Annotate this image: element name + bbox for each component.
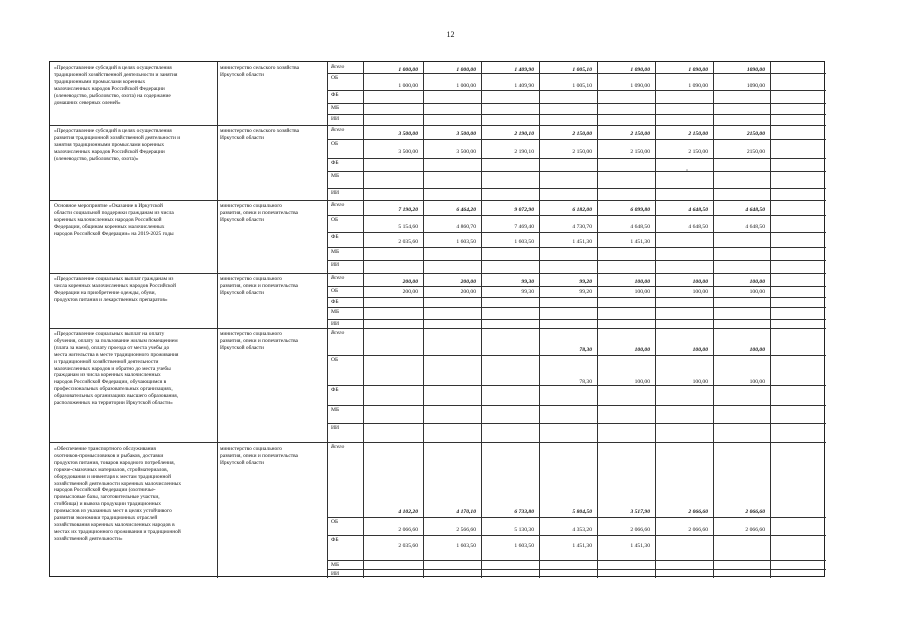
executor-line: министерство социального [220, 331, 282, 337]
measure-description-line: занятия традиционными промыслами коренных [54, 141, 165, 148]
total-value: 2 066,60 [688, 509, 708, 515]
ob-value: 4 730,70 [572, 224, 592, 230]
ob-value: 2 150,00 [572, 149, 592, 155]
subrow-divider [327, 307, 826, 308]
total-value: 6 099,80 [630, 207, 650, 213]
funding-source-code-ob: ОБ [331, 217, 339, 223]
funding-source-code-mb: МБ [331, 249, 340, 255]
column-divider [217, 62, 218, 578]
executor-line: Иркутской области [220, 134, 264, 141]
measure-description-line: малочисленных народов Российской Федерации [54, 148, 165, 155]
fb-value: 1 451,30 [572, 543, 592, 549]
measure-description-line: малочисленных народов и обратно до места учебы [54, 365, 171, 372]
measure-description-line: малочисленных народов Российской Федерации [54, 85, 165, 92]
executor-line: развития, опеки и попечительства [220, 209, 298, 216]
ob-value: 99,30 [521, 289, 534, 295]
total-value: 100,00 [692, 279, 708, 285]
measure-description-line: хозяйственной деятельности коренных малочисленных [54, 480, 182, 487]
measure-description-line: хозяйствования коренных малочисленных народов в [54, 521, 175, 528]
fb-value: 1 451,30 [630, 239, 650, 245]
ob-value: 5 154,60 [398, 224, 418, 230]
ob-value: 4 860,70 [456, 224, 476, 230]
section-divider [50, 442, 826, 443]
funding-source-code-ob: ОБ [331, 75, 339, 81]
total-value: 99,20 [579, 279, 592, 285]
funding-source-code-fb: ФБ [331, 160, 339, 166]
ob-value: 1 090,00 [630, 83, 650, 89]
measure-description-line: расположенных на территории Иркутской области» [54, 400, 173, 406]
measure-description-line: продуктов питания, товаров народного потребления, [54, 459, 175, 466]
subrow-divider [327, 260, 826, 261]
funding-source-code-ob: ОБ [331, 357, 339, 363]
ob-value: 2 190,10 [514, 149, 534, 155]
measure-description-line: числа коренных малочисленных народов Российской [54, 282, 176, 289]
funding-source-code-total: Всего [331, 275, 345, 281]
measure-description-line: продуктов питания и лекарственных препаратов» [54, 296, 168, 303]
subrow-divider [327, 535, 826, 536]
total-value: 200,00 [402, 279, 418, 285]
measure-description-line: «Предоставление субсидий в целях осуществления [54, 128, 172, 134]
subrow-divider [327, 188, 826, 189]
total-value: 4 102,20 [398, 509, 418, 515]
subrow-divider [327, 405, 826, 406]
measure-description-line: (оленеводство, рыболовство, охота) на содержание [54, 92, 171, 99]
total-value: 99,30 [521, 279, 534, 285]
total-value: 3 517,90 [630, 509, 650, 515]
measure-description-line: коренных малочисленных народов Российской [54, 216, 162, 223]
measure-description-line: горюче-смазочных материалов, стройматериалов, [54, 466, 169, 473]
ob-value: 100,00 [692, 379, 708, 385]
executor-line: министерство социального [220, 203, 282, 209]
executor-line: Иркутской области [220, 459, 264, 466]
ob-value: 1 090,00 [688, 83, 708, 89]
measure-description-line: «Предоставление социальных выплат гражданам из [54, 276, 174, 282]
executor-line: министерство сельского хозяйства [220, 128, 300, 134]
funding-source-code-fb: ФБ [331, 387, 339, 393]
funding-source-code-mb: МБ [331, 309, 340, 315]
ob-value: 2 066,60 [688, 527, 708, 533]
measure-description-line: Федерации на приобретение одежды, обуви, [54, 289, 156, 296]
executor-line: Иркутской области [220, 289, 264, 296]
funding-source-code-ob: ОБ [331, 141, 339, 147]
ob-value: 1 005,10 [572, 83, 592, 89]
total-value: 6 182,00 [572, 207, 592, 213]
total-value: 5 804,50 [572, 509, 592, 515]
ob-value: 4 353,20 [572, 527, 592, 533]
tick-mark: ˇ [686, 170, 688, 176]
funding-source-code-mb: МБ [331, 105, 340, 111]
measure-description-line: народов Российской Федерации» на 2019-2025 годы [54, 230, 174, 237]
executor-line: министерство социального [220, 276, 282, 282]
funding-source-code-fb: ФБ [331, 234, 339, 240]
total-value: 1 000,00 [456, 67, 476, 73]
subrow-divider [327, 215, 826, 216]
ob-value: 3 500,00 [398, 149, 418, 155]
funding-source-code-fb: ФБ [331, 537, 339, 543]
funding-source-code-ii: ИИ [331, 262, 340, 268]
ob-value: 100,00 [692, 289, 708, 295]
subrow-divider [327, 139, 826, 140]
measure-description-line: обучения, оплату за пользование жилым помещением [54, 337, 178, 344]
measure-description-line: традиционной хозяйственной деятельности и занятия [54, 71, 178, 78]
funding-source-code-ii: ИИ [331, 571, 340, 577]
ob-value: 2 066,60 [398, 527, 418, 533]
total-value: 100,00 [634, 347, 650, 353]
funding-source-code-total: Всего [331, 64, 345, 70]
funding-source-code-total: Всего [331, 444, 345, 450]
total-value: 3 500,00 [398, 131, 418, 137]
executor-line: развития, опеки и попечительства [220, 282, 298, 289]
total-value: 9 072,90 [514, 207, 534, 213]
measure-description-line: Федерации, общинам коренных малочисленных [54, 223, 165, 230]
budget-table [49, 61, 825, 577]
fb-value: 2 035,60 [398, 239, 418, 245]
ob-value: 1090,00 [746, 83, 765, 89]
total-value: 4 170,10 [456, 509, 476, 515]
measure-description-line: области социальной поддержки гражданам из числа [54, 209, 174, 216]
ob-value: 100,00 [634, 379, 650, 385]
ob-value: 4 648,50 [630, 224, 650, 230]
subrow-divider [327, 286, 826, 287]
subrow-divider [327, 232, 826, 233]
measure-description-line: «Обеспечение транспортного обслуживания [54, 446, 156, 452]
total-value: 2 190,10 [514, 131, 534, 137]
funding-source-code-ob: ОБ [331, 519, 339, 525]
total-value: 4 648,50 [688, 207, 708, 213]
total-value: 2150,00 [746, 131, 765, 137]
subrow-divider [327, 517, 826, 518]
subrow-divider [327, 171, 826, 172]
ob-value: 1 409,90 [514, 83, 534, 89]
measure-description-line: стойбища) и вывоза продукции традиционных [54, 501, 161, 508]
ob-value: 4 648,50 [688, 224, 708, 230]
funding-source-code-total: Всего [331, 202, 345, 208]
section-divider [50, 200, 826, 201]
measure-description-line: традиционными промыслами коренных [54, 78, 146, 85]
ob-value: 2 150,00 [688, 149, 708, 155]
total-value: 1 090,00 [688, 67, 708, 73]
total-value: 1 090,00 [630, 67, 650, 73]
executor-line: министерство социального [220, 446, 282, 452]
measure-description-line: Основное мероприятие «Оказание в Иркутской [54, 203, 163, 209]
measure-description-line: образовательных организациях высшего образования, [54, 393, 179, 400]
ob-value: 4 648,50 [745, 224, 765, 230]
measure-description-line: промысловые базы, заготовительные участки, [54, 494, 160, 501]
funding-source-code-ob: ОБ [331, 288, 339, 294]
total-value: 200,00 [460, 279, 476, 285]
measure-description-line: промыслов из указанных мест в целях устойчивого [54, 508, 172, 515]
fb-value: 1 451,30 [630, 543, 650, 549]
total-value: 2 066,60 [745, 509, 765, 515]
executor-line: развития, опеки и попечительства [220, 337, 298, 344]
subrow-divider [327, 385, 826, 386]
ob-value: 2 566,60 [456, 527, 476, 533]
total-value: 100,00 [692, 347, 708, 353]
fb-value: 1 603,50 [514, 543, 534, 549]
subrow-divider [327, 560, 826, 561]
total-value: 1090,00 [746, 67, 765, 73]
subrow-divider [327, 158, 826, 159]
ob-value: 1 000,00 [398, 83, 418, 89]
measure-description-line: «Предоставление социальных выплат на оплату [54, 331, 165, 337]
executor-line: министерство сельского хозяйства [220, 65, 300, 71]
subrow-divider [327, 355, 826, 356]
funding-source-code-fb: ФБ [331, 92, 339, 98]
fb-value: 1 603,50 [456, 239, 476, 245]
page-number: 12 [446, 30, 455, 39]
measure-description-line: хозяйственной деятельности» [54, 535, 123, 542]
measure-description-line: места жительства в месте традиционного проживания [54, 351, 179, 358]
measure-description-line: народов Российской Федерации, обучающимся в [54, 379, 167, 386]
funding-source-code-total: Всего [331, 127, 345, 133]
subrow-divider [327, 423, 826, 424]
section-divider [50, 328, 826, 329]
subrow-divider [327, 319, 826, 320]
measure-description-line: (плата за наем), оплату проезда от места учебы до [54, 344, 170, 351]
fb-value: 1 603,50 [456, 543, 476, 549]
ob-value: 2150,00 [746, 149, 765, 155]
funding-source-code-ii: ИИ [331, 190, 340, 196]
fb-value: 1 451,30 [572, 239, 592, 245]
total-value: 4 648,50 [745, 207, 765, 213]
executor-line: развития, опеки и попечительства [220, 452, 298, 459]
subrow-divider [327, 103, 826, 104]
ob-value: 2 150,00 [630, 149, 650, 155]
funding-source-code-mb: МБ [331, 562, 340, 568]
fb-value: 1 603,50 [514, 239, 534, 245]
subrow-divider [327, 90, 826, 91]
measure-description-line: гражданам из числа коренных малочисленных [54, 372, 161, 379]
measure-description-line: охотников-промысловиков и рыбаков, доставки [54, 452, 164, 459]
total-value: 100,00 [749, 347, 765, 353]
ob-value: 100,00 [749, 379, 765, 385]
ob-value: 1 000,00 [456, 83, 476, 89]
measure-description-line: развития экономики традиционных отраслей [54, 515, 158, 521]
total-value: 7 190,20 [398, 207, 418, 213]
measure-description-line: домашних северных оленей» [54, 99, 121, 106]
subrow-divider [327, 114, 826, 115]
executor-line: Иркутской области [220, 344, 264, 351]
funding-source-code-mb: МБ [331, 173, 340, 179]
ob-value: 2 066,60 [745, 527, 765, 533]
measure-description-line: народов Российской Федерации (охотничье- [54, 487, 156, 494]
total-value: 6 464,20 [456, 207, 476, 213]
total-value: 1 005,10 [572, 67, 592, 73]
funding-source-code-ii: ИИ [331, 321, 340, 327]
funding-source-code-total: Всего [331, 330, 345, 336]
funding-source-code-ii: ИИ [331, 425, 340, 431]
ob-value: 7 469,40 [514, 224, 534, 230]
ob-value: 5 130,30 [514, 527, 534, 533]
ob-value: 99,20 [579, 289, 592, 295]
measure-description-line: и традиционной хозяйственной деятельности [54, 358, 159, 365]
subrow-divider [327, 73, 826, 74]
funding-source-code-mb: МБ [331, 407, 340, 413]
measure-description-line: развития традиционной хозяйственной деятельности и [54, 134, 181, 141]
total-value: 78,30 [579, 347, 592, 353]
total-value: 2 150,00 [630, 131, 650, 137]
section-divider [50, 125, 826, 126]
ob-value: 100,00 [634, 289, 650, 295]
fb-value: 2 035,60 [398, 543, 418, 549]
ob-value: 200,00 [460, 289, 476, 295]
ob-value: 3 500,00 [456, 149, 476, 155]
subrow-divider [327, 297, 826, 298]
subrow-divider [327, 247, 826, 248]
total-value: 3 500,00 [456, 131, 476, 137]
total-value: 2 150,00 [688, 131, 708, 137]
executor-line: Иркутской области [220, 71, 264, 78]
total-value: 100,00 [634, 279, 650, 285]
measure-description-line: профессиональных образовательных организациях, [54, 386, 173, 393]
measure-description-line: «Предоставление субсидий в целях осуществления [54, 65, 172, 71]
ob-value: 200,00 [402, 289, 418, 295]
subrow-divider [327, 569, 826, 570]
total-value: 2 150,00 [572, 131, 592, 137]
measure-description-line: местах их традиционного проживания и традиционной [54, 528, 181, 535]
ob-value: 2 066,60 [630, 527, 650, 533]
ob-value: 100,00 [749, 289, 765, 295]
funding-source-code-ii: ИИ [331, 116, 340, 122]
total-value: 1 000,00 [398, 67, 418, 73]
measure-description-line: оборудования и инвентаря к местам традиционной [54, 473, 171, 480]
measure-description-line: (оленеводство, рыболовство, охота)» [54, 155, 139, 162]
total-value: 6 733,80 [514, 509, 534, 515]
total-value: 100,00 [749, 279, 765, 285]
section-divider [50, 273, 826, 274]
total-value: 1 409,90 [514, 67, 534, 73]
ob-value: 78,30 [579, 379, 592, 385]
executor-line: Иркутской области [220, 216, 264, 223]
funding-source-code-fb: ФБ [331, 299, 339, 305]
